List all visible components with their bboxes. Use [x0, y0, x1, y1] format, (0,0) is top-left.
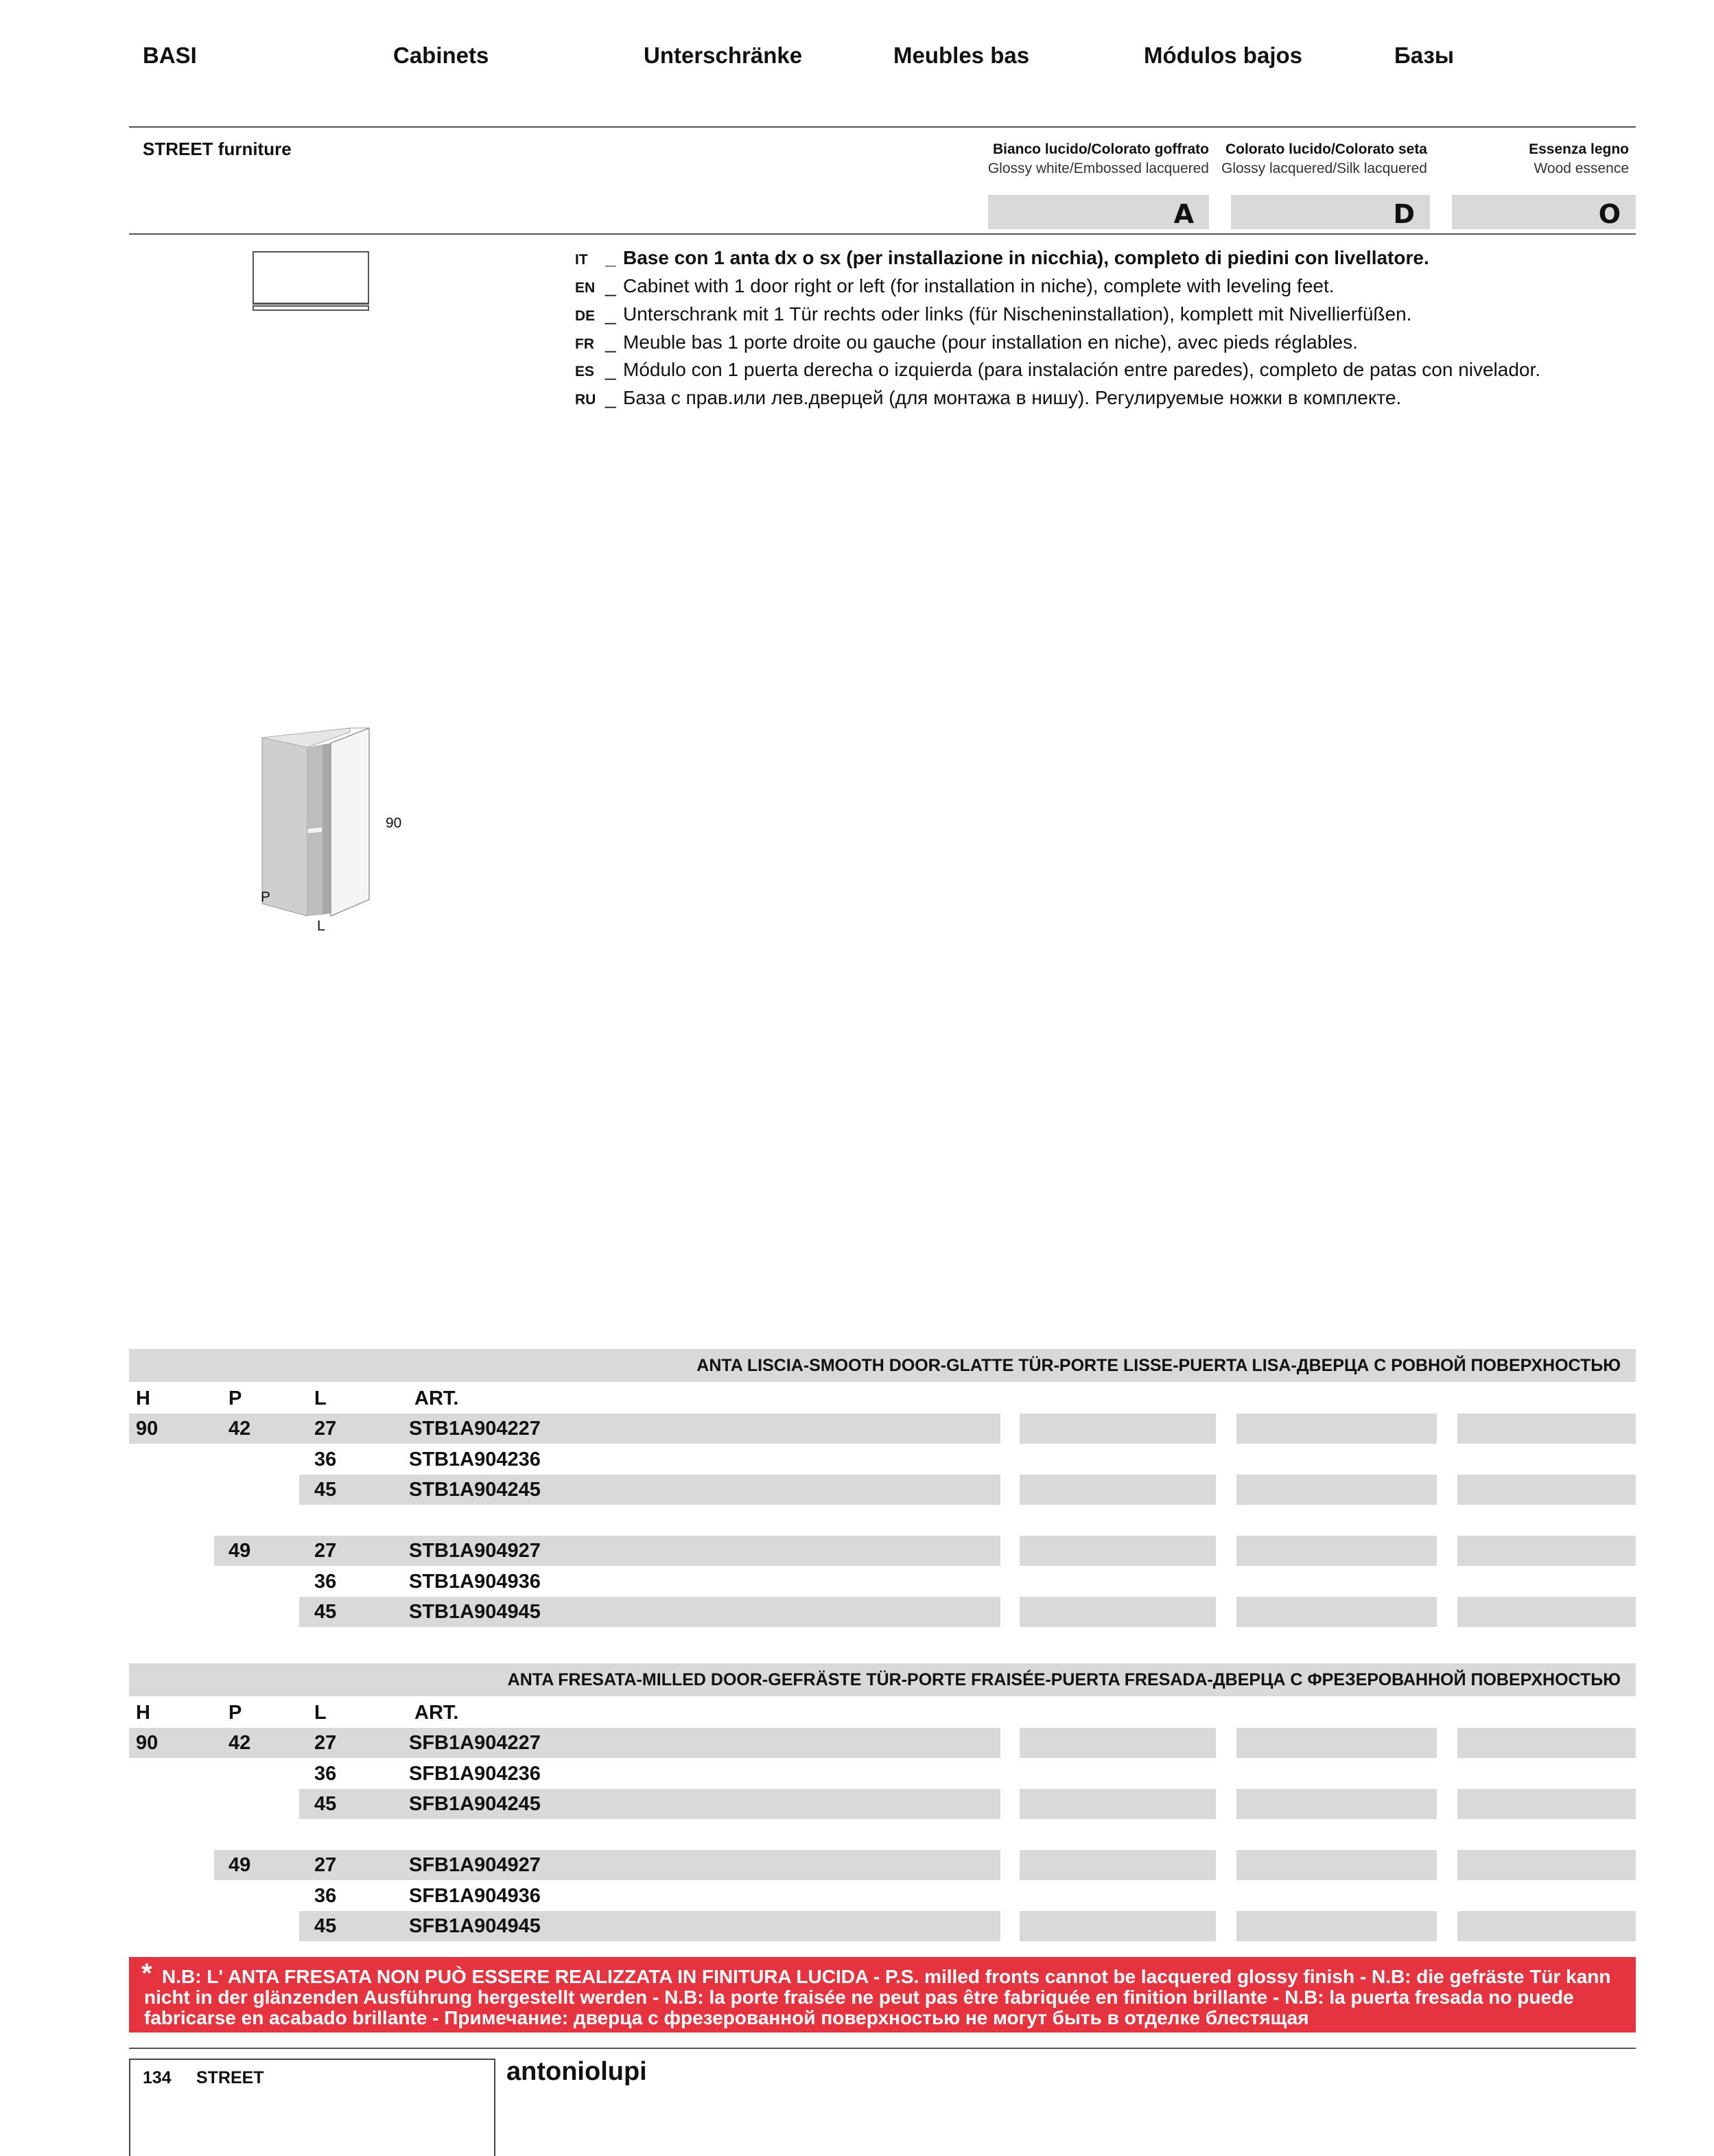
table-cell-p: 42 — [214, 1728, 314, 1758]
price-cell-o — [1457, 1911, 1636, 1941]
finish-d-code-box — [1231, 195, 1430, 229]
table-cell-art: STB1A904236 — [409, 1449, 541, 1470]
table-cell-l: 36 — [314, 1449, 337, 1470]
description-de: DE _ Unterschrank mit 1 Tür rechts oder links (für Nischeninstallation), komplett mit Nivellierfüßen. — [575, 303, 1412, 325]
table-cell-art: SFB1A904245 — [401, 1789, 1000, 1819]
cabinet-drawing — [254, 724, 377, 923]
price-cell-a — [1020, 1850, 1216, 1880]
col-header-h: H — [136, 1387, 150, 1409]
finish-a-code-box — [988, 195, 1209, 229]
finish-a-code: A — [1173, 199, 1194, 229]
table-cell-l: 27 — [299, 1850, 401, 1880]
table-cell-p: 42 — [214, 1414, 314, 1444]
price-cell-a — [1020, 1536, 1216, 1566]
price-cell-o — [1457, 1475, 1636, 1505]
milled-door-title: ANTA FRESATA-MILLED DOOR-GEFRÄSTE TÜR-PORTE FRAISÉE-PUERTA FRESADA-ДВЕРЦА С ФРЕЗЕРОВАННОЙ ПОВЕРХНОСТЬЮ — [507, 1670, 1621, 1689]
col-header-p: P — [228, 1387, 242, 1409]
lang-code-ru: RU — [575, 392, 596, 408]
finish-o-sublabel: Wood essence — [1534, 161, 1629, 176]
table-cell-l: 45 — [299, 1475, 401, 1505]
milled-door-note — [129, 1957, 1636, 2032]
smooth-door-band — [129, 1349, 1636, 1382]
header-item-de: Unterschränke — [644, 43, 803, 68]
col-header-l: L — [314, 1702, 327, 1724]
table-cell-l: 27 — [299, 1728, 401, 1758]
description-ru: RU _ База с прав.или лев.дверцей (для монтажа в нишу). Регулируемые ножки в комплекте. — [575, 387, 1402, 408]
note-text: N.B: L' ANTA FRESATA NON PUÒ ESSERE REALIZZATA IN FINITURA LUCIDA - P.S. milled fronts cannot be lacquered glossy finish - N.B: die gefräste Tür kann nicht in der glänzenden Ausführung hergestellt werden - N.B: la porte fraisée ne peut pas être fabriquée en finition brillante - N.B: la puerta fresada no puede fabricarse en acabado brillante - Примечание: дверца с фрезерованной поверхностью не могут быть в отделке блестящая — [144, 1966, 1611, 2028]
finish-a-label: Bianco lucido/Colorato goffrato — [993, 141, 1209, 157]
table-cell-h: 90 — [129, 1728, 221, 1758]
description-text-en: Cabinet with 1 door right or left (for installation in niche), complete with leveling feet. — [623, 275, 1335, 296]
finish-d-sublabel: Glossy lacquered/Silk lacquered — [1221, 161, 1427, 176]
depth-dimension-label: P — [261, 889, 271, 905]
price-cell-a — [1020, 1911, 1216, 1941]
divider-top — [129, 126, 1636, 128]
price-cell-d — [1236, 1911, 1437, 1941]
footer-frame — [129, 2059, 495, 2156]
price-cell-d — [1236, 1728, 1437, 1758]
series-title: STREET furniture — [143, 139, 292, 159]
price-cell-o — [1457, 1597, 1636, 1627]
price-cell-d — [1236, 1536, 1437, 1566]
smooth-door-title: ANTA LISCIA-SMOOTH DOOR-GLATTE TÜR-PORTE LISSE-PUERTA LISA-ДВЕРЦА С РОВНОЙ ПОВЕРХНОСТЬЮ — [696, 1356, 1621, 1375]
description-en: EN _ Cabinet with 1 door right or left (for installation in niche), complete with leveling feet. — [575, 275, 1335, 296]
header-item-it: BASI — [143, 43, 197, 68]
description-text-fr: Meuble bas 1 porte droite ou gauche (pour installation en niche), avec pieds réglables. — [623, 331, 1358, 353]
divider-sub — [129, 233, 1636, 235]
asterisk-icon: * — [141, 1958, 152, 1989]
col-header-art: ART. — [414, 1702, 459, 1724]
price-cell-o — [1457, 1850, 1636, 1880]
description-fr: FR _ Meuble bas 1 porte droite ou gauche (pour installation en niche), avec pieds réglables. — [575, 331, 1358, 353]
col-header-l: L — [314, 1387, 327, 1409]
lang-code-es: ES — [575, 364, 595, 379]
table-cell-l: 45 — [299, 1597, 401, 1627]
col-header-h: H — [136, 1702, 150, 1724]
description-text-it: Base con 1 anta dx o sx (per installazione in nicchia), completo di piedini con livellatore. — [623, 247, 1429, 268]
price-cell-a — [1020, 1475, 1216, 1505]
table-cell-art: STB1A904927 — [401, 1536, 1000, 1566]
finish-d-code: D — [1393, 199, 1415, 229]
brand-logo: antoniolupi — [506, 2057, 647, 2086]
price-cell-a — [1020, 1789, 1216, 1819]
finish-a-sublabel: Glossy white/Embossed lacquered — [987, 161, 1209, 176]
table-cell-art: SFB1A904236 — [409, 1763, 541, 1785]
col-header-art: ART. — [414, 1387, 459, 1409]
lang-code-en: EN — [575, 280, 596, 296]
header-item-ru: Базы — [1394, 43, 1455, 68]
price-cell-d — [1236, 1789, 1437, 1819]
table-cell-art: SFB1A904945 — [401, 1911, 1000, 1941]
table-cell-l: 45 — [299, 1911, 401, 1941]
header-item-en: Cabinets — [393, 43, 489, 68]
table-cell-l: 27 — [299, 1414, 401, 1444]
table-cell-art: STB1A904945 — [401, 1597, 1000, 1627]
milled-door-band — [129, 1663, 1636, 1696]
table-cell-p: 49 — [214, 1536, 314, 1566]
lang-code-fr: FR — [575, 336, 594, 352]
finish-o-label: Essenza legno — [1529, 141, 1629, 157]
section-name: STREET — [196, 2068, 264, 2087]
lang-code-de: DE — [575, 308, 596, 324]
description-text-ru: База с прав.или лев.дверцей (для монтажа в нишу). Регулируемые ножки в комплекте. — [623, 387, 1402, 408]
price-cell-o — [1457, 1414, 1636, 1444]
price-cell-o — [1457, 1728, 1636, 1758]
table-cell-l: 36 — [314, 1885, 337, 1907]
price-cell-o — [1457, 1789, 1636, 1819]
table-cell-art: STB1A904936 — [409, 1571, 541, 1593]
table-cell-h: 90 — [129, 1414, 221, 1444]
finish-d-label: Colorato lucido/Colorato seta — [1225, 141, 1427, 157]
page-number: 134 — [143, 2068, 172, 2087]
table-cell-l: 36 — [314, 1763, 337, 1785]
col-header-p: P — [228, 1702, 242, 1724]
price-cell-o — [1457, 1536, 1636, 1566]
header-item-fr: Meubles bas — [893, 43, 1030, 68]
table-cell-l: 27 — [299, 1536, 401, 1566]
price-cell-a — [1020, 1597, 1216, 1627]
description-it: IT _ Base con 1 anta dx o sx (per installazione in nicchia), completo di piedini con livellatore. — [575, 247, 1429, 268]
lang-code-it: IT — [575, 252, 588, 268]
table-cell-art: STB1A904245 — [401, 1475, 1000, 1505]
cabinet-plan-icon — [253, 251, 369, 303]
table-cell-l: 45 — [299, 1789, 401, 1819]
header-item-es: Módulos bajos — [1144, 43, 1302, 68]
height-dimension-label: 90 — [386, 815, 402, 831]
price-cell-a — [1020, 1414, 1216, 1444]
description-text-de: Unterschrank mit 1 Tür rechts oder links (für Nischeninstallation), komplett mit Nivellierfüßen. — [623, 303, 1412, 325]
description-es: ES _ Módulo con 1 puerta derecha o izquierda (para instalación entre paredes), completo de patas con nivelador. — [575, 359, 1541, 380]
table-cell-p: 49 — [214, 1850, 314, 1880]
price-cell-a — [1020, 1728, 1216, 1758]
table-cell-art: SFB1A904936 — [409, 1885, 541, 1907]
divider-footer — [129, 2048, 1636, 2049]
table-cell-art: SFB1A904927 — [401, 1850, 1000, 1880]
table-cell-art: SFB1A904227 — [401, 1728, 1000, 1758]
price-cell-d — [1236, 1597, 1437, 1627]
finish-o-code: O — [1598, 199, 1621, 229]
description-text-es: Módulo con 1 puerta derecha o izquierda (para instalación entre paredes), completo de patas con nivelador. — [623, 359, 1541, 380]
price-cell-d — [1236, 1475, 1437, 1505]
table-cell-art: STB1A904227 — [401, 1414, 1000, 1444]
width-dimension-label: L — [317, 918, 325, 934]
table-cell-l: 36 — [314, 1571, 337, 1593]
price-cell-d — [1236, 1414, 1437, 1444]
price-cell-d — [1236, 1850, 1437, 1880]
finish-o-code-box — [1452, 195, 1636, 229]
